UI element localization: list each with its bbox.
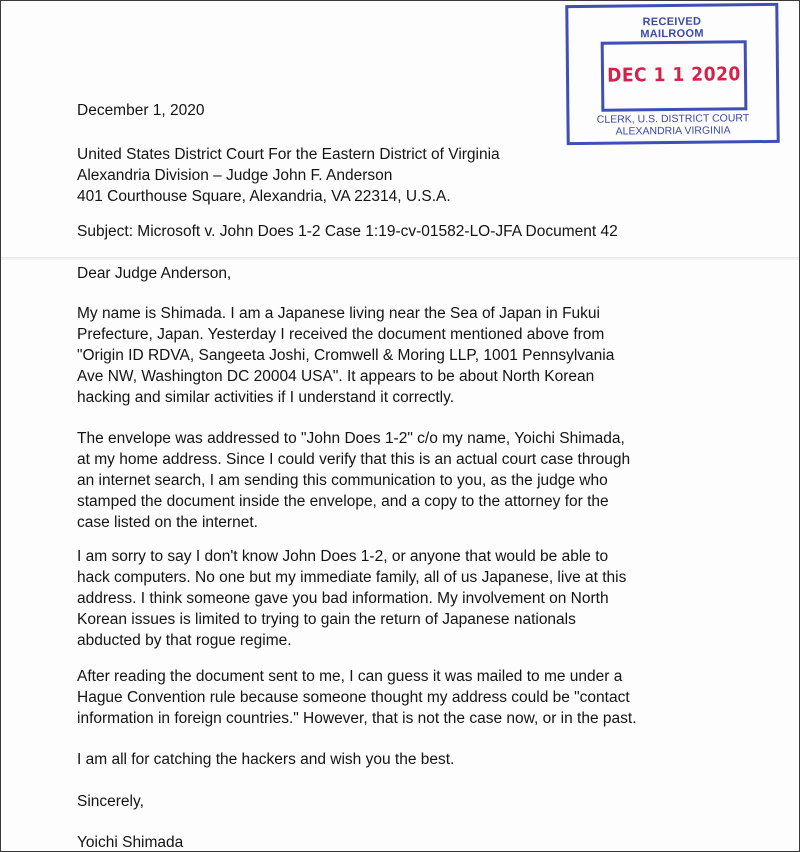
closing-line: I am all for catching the hackers and wish you the best. [77,751,455,768]
paragraph-line: address. I think someone gave you bad information. My involvement on North [77,590,609,607]
letter-date: December 1, 2020 [77,102,205,119]
received-stamp [565,3,779,145]
addressee-line: Alexandria Division – Judge John F. Anderson [77,167,393,184]
paragraph-line: an internet search, I am sending this communication to you, as the judge who [77,472,608,489]
body-paragraph [77,666,699,729]
paragraph-line: information in foreign countries." However, that is not the case now, or in the past. [77,710,637,727]
paragraph-line: abducted by that rogue regime. [77,632,292,649]
sign-off: Sincerely, [77,793,144,810]
stamp-received-label: RECEIVED [642,15,702,29]
body-paragraph [77,303,699,408]
paragraph-line: The envelope was addressed to "John Does 1-2" c/o my name, Yoichi Shimada, [77,430,625,447]
paragraph-line: After reading the document sent to me, I can guess it was mailed to me under a [77,668,623,685]
addressee-block [77,144,500,207]
stamp-clerk-label: CLERK, U.S. DISTRICT COURT [596,112,750,126]
paper-fold-line [1,257,799,260]
body-paragraph [77,546,699,651]
addressee-line: 401 Courthouse Square, Alexandria, VA 22314, U.S.A. [77,188,451,205]
body-paragraph [77,428,699,533]
salutation: Dear Judge Anderson, [77,265,232,282]
paragraph-line: Ave NW, Washington DC 20004 USA". It appears to be about North Korean [77,368,595,385]
paragraph-line: hacking and similar activities if I understand it correctly. [77,389,455,406]
paragraph-line: hack computers. No one but my immediate family, all of us Japanese, live at this [77,569,627,586]
paragraph-line: Hague Convention rule because someone thought my address could be "contact [77,689,630,706]
paragraph-line: case listed on the internet. [77,514,258,531]
paragraph-line: at my home address. Since I could verify that this is an actual court case through [77,451,631,468]
paragraph-line: "Origin ID RDVA, Sangeeta Joshi, Cromwell & Moring LLP, 1001 Pennsylvania [77,347,615,364]
stamp-date-box [601,40,748,112]
stamp-location-label: ALEXANDRIA VIRGINIA [615,124,731,138]
paragraph-line: stamped the document inside the envelope, and a copy to the attorney for the [77,493,609,510]
paragraph-line: Prefecture, Japan. Yesterday I received the document mentioned above from [77,326,605,343]
stamp-date: DEC 1 1 2020 [607,63,741,87]
paragraph-line: My name is Shimada. I am a Japanese living near the Sea of Japan in Fukui [77,305,600,322]
stamp-mailroom-label: MAILROOM [640,27,704,41]
paragraph-line: I am sorry to say I don't know John Does 1-2, or anyone that would be able to [77,548,609,565]
addressee-line: United States District Court For the Eastern District of Virginia [77,146,500,163]
subject-line: Subject: Microsoft v. John Does 1-2 Case 1:19-cv-01582-LO-JFA Document 42 [77,223,618,240]
paragraph-line: Korean issues is limited to trying to gain the return of Japanese nationals [77,611,576,628]
signature-name: Yoichi Shimada [77,834,184,851]
